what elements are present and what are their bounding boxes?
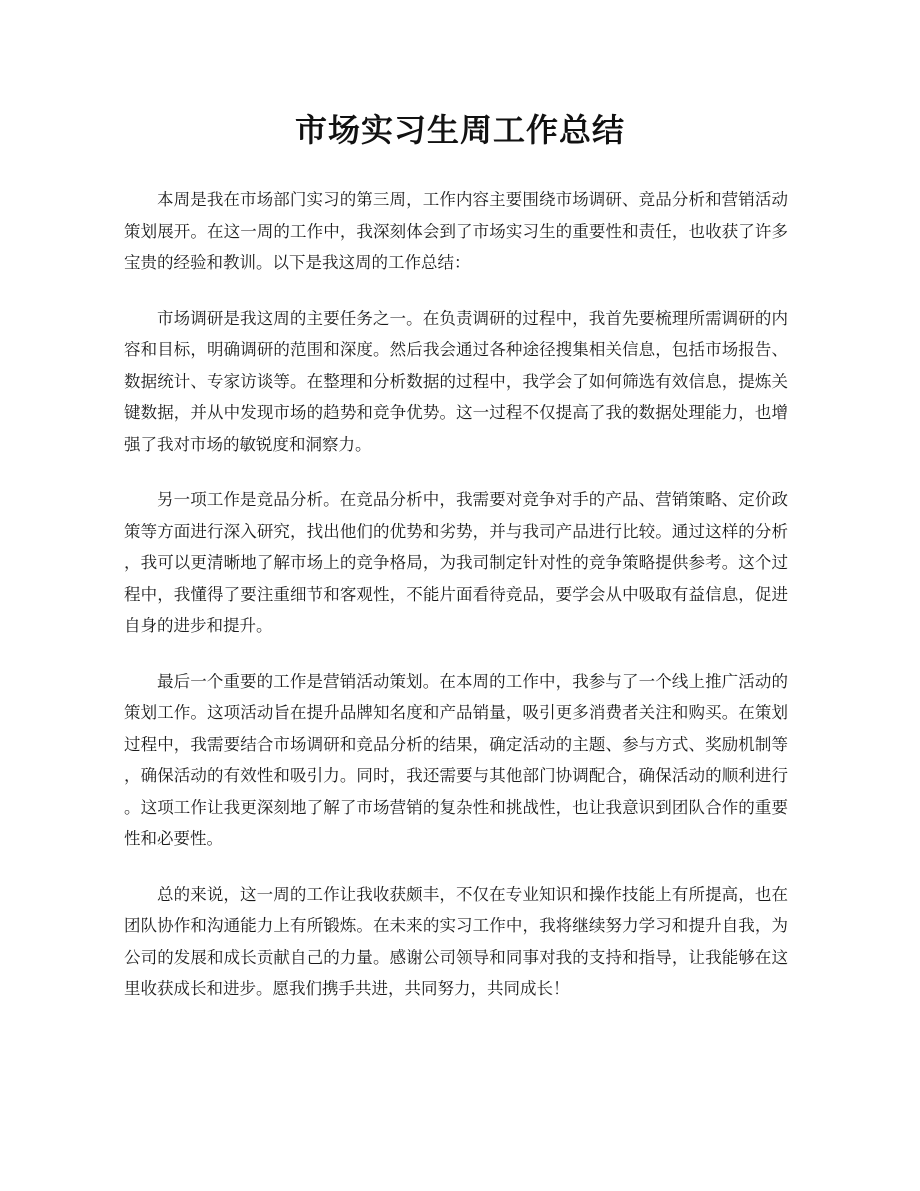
paragraph-conclusion: 总的来说，这一周的工作让我收获颇丰，不仅在专业知识和操作技能上有所提高，也在团队协作和沟通能力上有所锻炼。在未来的实习工作中，我将继续努力学习和提升自我，为公司的发展和成长贡献自己的力量。感谢公司领导和同事对我的支持和指导，让我能够在这里收获成长和进步。愿我们携手共进，共同努力，共同成长！ (124, 884, 788, 998)
document-body (124, 184, 788, 1029)
paragraph-intro: 本周是我在市场部门实习的第三周，工作内容主要围绕市场调研、竞品分析和营销活动策划展开。在这一周的工作中，我深刻体会到了市场实习生的重要性和责任，也收获了许多宝贵的经验和教训。以下是我这周的工作总结： (124, 190, 788, 272)
paragraph-marketing-campaign: 最后一个重要的工作是营销活动策划。在本周的工作中，我参与了一个线上推广活动的策划工作。这项活动旨在提升品牌知名度和产品销量，吸引更多消费者关注和购买。在策划过程中，我需要结合市场调研和竞品分析的结果，确定活动的主题、参与方式、奖励机制等，确保活动的有效性和吸引力。同时，我还需要与其他部门协调配合，确保活动的顺利进行。这项工作让我更深刻地了解了市场营销的复杂性和挑战性，也让我意识到团队合作的重要性和必要性。 (124, 671, 788, 848)
paragraph-market-research: 市场调研是我这周的主要任务之一。在负责调研的过程中，我首先要梳理所需调研的内容和目标，明确调研的范围和深度。然后我会通过各种途径搜集相关信息，包括市场报告、数据统计、专家访谈等。在整理和分析数据的过程中，我学会了如何筛选有效信息，提炼关键数据，并从中发现市场的趋势和竞争优势。这一过程不仅提高了我的数据处理能力，也增强了我对市场的敏锐度和洞察力。 (124, 308, 788, 454)
page-title: 市场实习生周工作总结 (294, 111, 625, 149)
paragraph-competitor-analysis: 另一项工作是竞品分析。在竞品分析中，我需要对竞争对手的产品、营销策略、定价政策等方面进行深入研究，找出他们的优势和劣势，并与我司产品进行比较。通过这样的分析，我可以更清晰地了解市场上的竞争格局，为我司制定针对性的竞争策略提供参考。这个过程中，我懂得了要注重细节和客观性，不能片面看待竞品，要学会从中吸取有益信息，促进自身的进步和提升。 (124, 490, 788, 635)
